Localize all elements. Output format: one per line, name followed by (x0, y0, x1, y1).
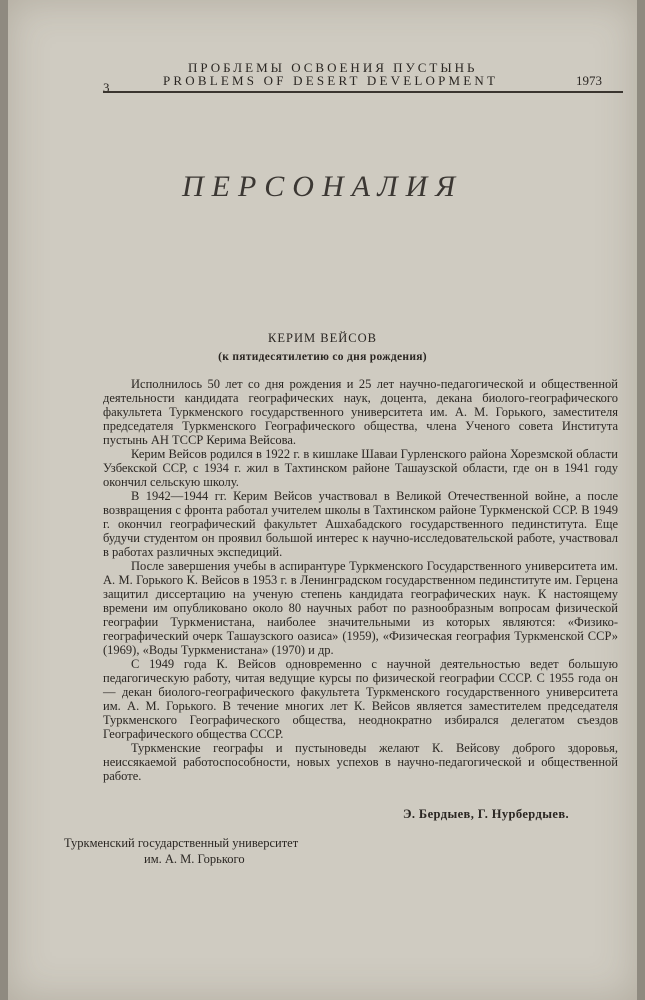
journal-page (8, 0, 637, 1000)
article-body (103, 377, 618, 783)
journal-title-ru: ПРОБЛЕМЫ ОСВОЕНИЯ ПУСТЫНЬ (188, 60, 478, 75)
issue-number: 3 (103, 80, 110, 95)
affiliation (64, 835, 298, 867)
paragraph: После завершения учебы в аспирантуре Туркменского Государственного университета им. А. М. Горького К. Вейсов в 1953 г. в Ленинградском государственном пединституте им. Герцена защитил диссертацию на ученую степень кандидата географических наук. К настоящему времени им опубликовано около 80 научных работ по разнообразным вопросам физической географии Туркменистана, наиболее значительными из которых являются: «Физико-географический очерк Ташаузского оазиса» (1959), «Физическая география Туркменской ССР» (1969), «Воды Туркменистана» (1970) и др. (103, 559, 618, 657)
paragraph: В 1942—1944 гг. Керим Вейсов участвовал в Великой Отечественной войне, а после возвращения с фронта работал учителем школы в Тахтинском районе Туркменской ССР. В 1949 г. окончил географический факультет Ашхабадского государственного пединститута. Еще будучи студентом он проявил большой интерес к научно-исследовательской работе, участвовал в работах различных экспедиций. (103, 489, 618, 559)
section-title: ПЕРСОНАЛИЯ (181, 170, 464, 203)
paragraph: Исполнилось 50 лет со дня рождения и 25 лет научно-педагогической и общественной деятельности кандидата географических наук, доцента, декана биолого-географического факультета Туркменского государственного университета им. А. М. Горького, заместителя председателя Туркменского Географического общества, члена Ученого совета Института пустынь АН ТССР Керима Вейсова. (103, 377, 618, 447)
issue-year: 1973 (576, 73, 602, 88)
paragraph: Керим Вейсов родился в 1922 г. в кишлаке Шаваи Гурленского района Хорезмской области Узбекской ССР, с 1934 г. жил в Тахтинском районе Ташаузской области, где он в 1941 году окончил сельскую школу. (103, 447, 618, 489)
paragraph: С 1949 года К. Вейсов одновременно с научной деятельностью ведет большую педагогическую работу, читая ведущие курсы по физической географии СССР. С 1955 года он — декан биолого-географического факультета Туркменского государственного университета им. А. М. Горького. В течение многих лет К. Вейсов является заместителем председателя Туркменского Географического общества, неоднократно избирался делегатом съездов Географического общества СССР. (103, 657, 618, 741)
header-rule (103, 91, 623, 93)
journal-title-en: PROBLEMS OF DESERT DEVELOPMENT (163, 73, 499, 88)
paragraph: Туркменские географы и пустыноведы желают К. Вейсову доброго здоровья, неиссякаемой работоспособности, новых успехов в научно-педагогической и общественной работе. (103, 741, 618, 783)
running-header (8, 0, 637, 100)
affiliation-line-1: Туркменский государственный университет (64, 836, 299, 850)
article-subtitle: (к пятидесятилетию со дня рождения) (218, 351, 427, 363)
article-authors: Э. Бердыев, Г. Нурбердыев. (403, 807, 570, 821)
affiliation-line-2: им. А. М. Горького (144, 852, 245, 866)
article-title: КЕРИМ ВЕЙСОВ (268, 331, 377, 345)
